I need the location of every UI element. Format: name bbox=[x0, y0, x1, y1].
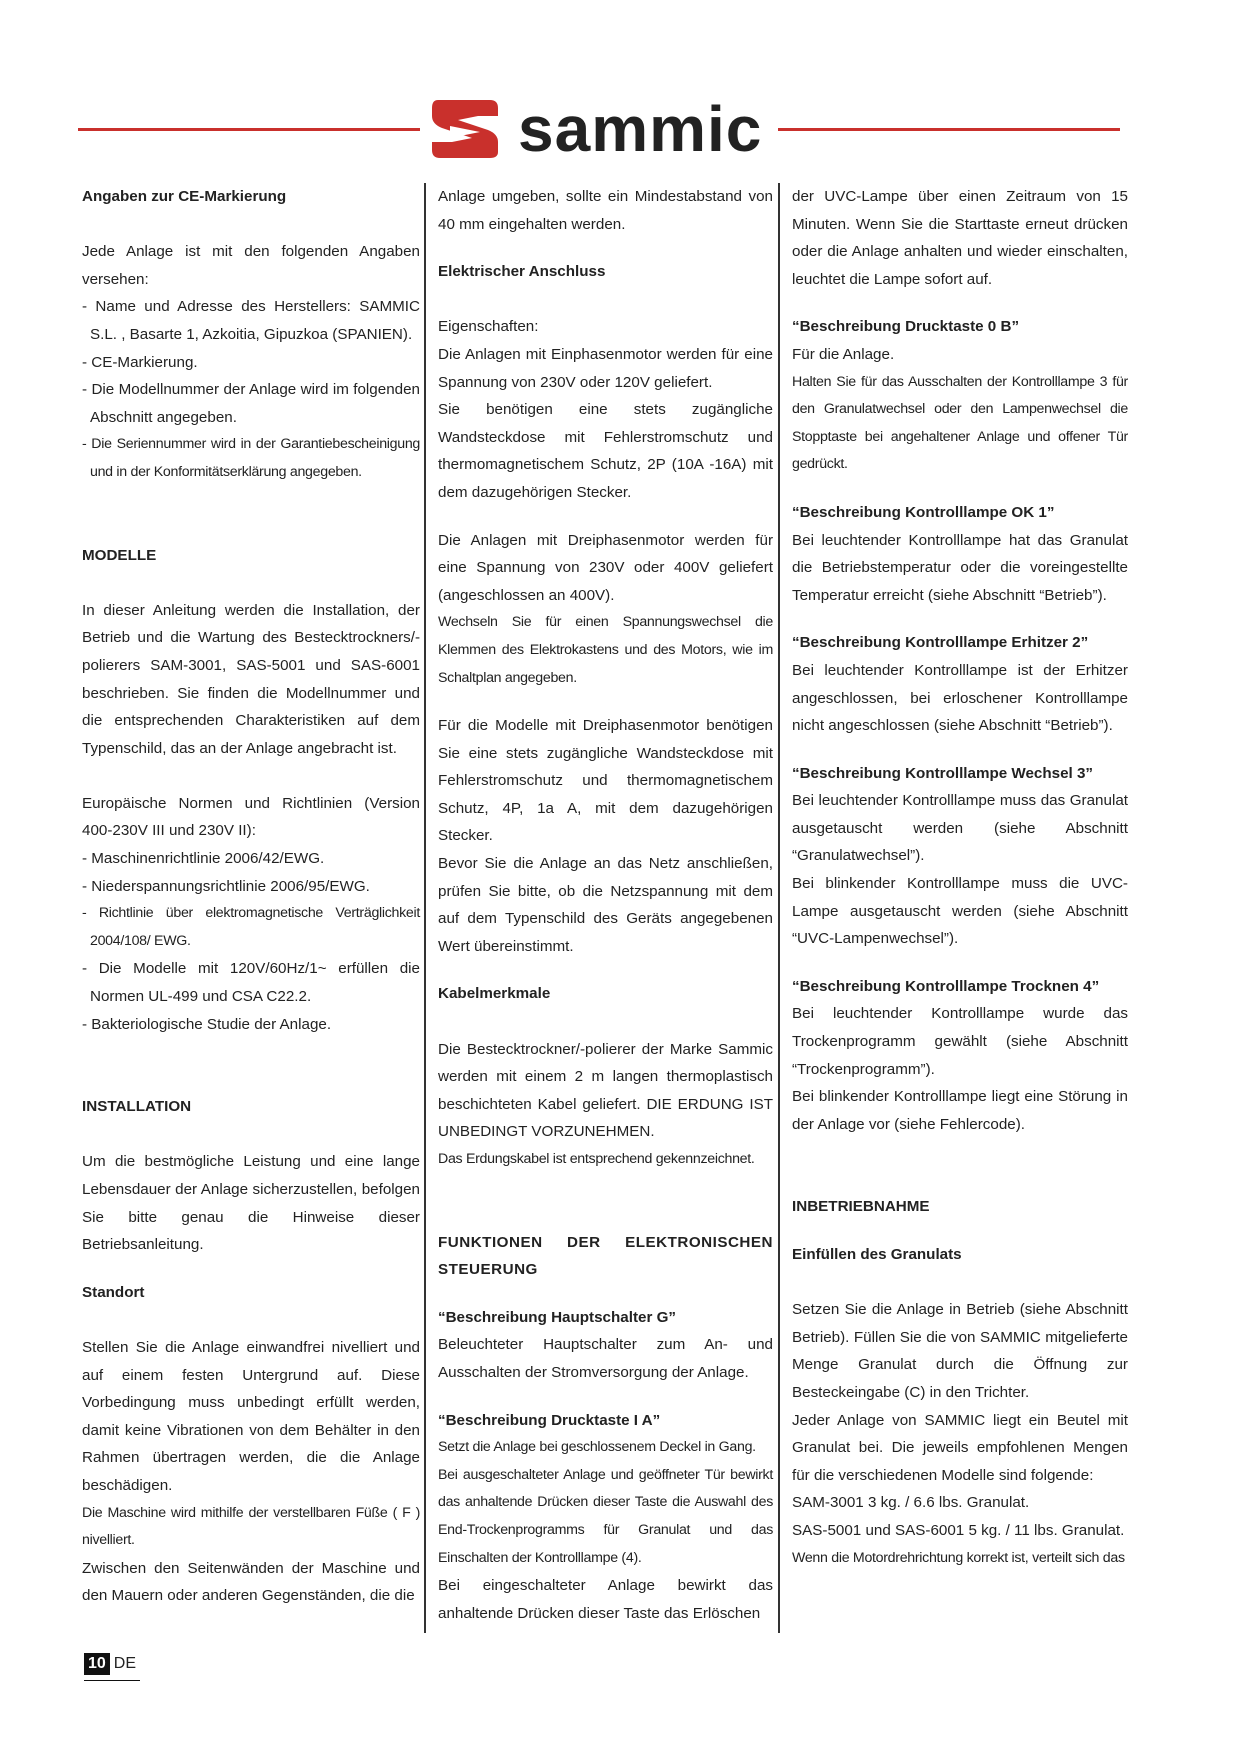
heading-einfuellen: Einfüllen des Granulats bbox=[792, 1246, 962, 1263]
paragraph-mengen-1: SAM-3001 3 kg. / 6.6 lbs. Granulat. bbox=[792, 1494, 1030, 1512]
sammic-logo-icon bbox=[428, 96, 502, 162]
paragraph-trocknen-1: Bei leuchtender Kontrolllampe wurde das Trockenprogramm gewählt (siehe Abschnitt “Trockenprogramm”). bbox=[792, 1005, 1128, 1078]
paragraph-trocknen-2: Bei blinkender Kontrolllampe liegt eine Störung in der Anlage vor (siehe Fehlercode). bbox=[792, 1088, 1128, 1133]
paragraph-dreiphasen-3: Für die Modelle mit Dreiphasenmotor benötigen Sie eine stets zugängliche Wandsteckdose mit Fehlerstromschutz und thermomagnetischem Schutz, 4P, 1a A, mit dem dazugehörigen Stecker. bbox=[438, 717, 773, 845]
language-code: DE bbox=[113, 1655, 137, 1672]
ce-item: - Name und Adresse des Herstellers: SAMMIC S.L. , Basarte 1, Azkoitia, Gipuzkoa (SPANIEN). bbox=[82, 298, 420, 343]
paragraph-standort-2: Die Maschine wird mithilfe der verstellbaren Füße ( F ) nivelliert. bbox=[82, 1504, 420, 1549]
heading-kontrolllampe-ok: “Beschreibung Kontrolllampe OK 1” bbox=[792, 503, 1055, 521]
footer-rule bbox=[84, 1680, 140, 1681]
paragraph-drucktaste-i-1: Setzt die Anlage bei geschlossenem Deckel in Gang. bbox=[438, 1439, 756, 1456]
heading-inbetriebnahme: INBETRIEBNAHME bbox=[792, 1198, 930, 1216]
heading-installation: INSTALLATION bbox=[82, 1098, 192, 1116]
paragraph-normen: Europäische Normen und Richtlinien (Version 400-230V III und 230V II): bbox=[82, 794, 420, 840]
normen-item: - Maschinenrichtlinie 2006/42/EWG. bbox=[82, 850, 325, 868]
paragraph-kabel-2: Das Erdungskabel ist entsprechend gekennzeichnet. bbox=[438, 1151, 755, 1167]
ce-item: - Die Modellnummer der Anlage wird im folgenden Abschnitt angegeben. bbox=[82, 381, 420, 426]
paragraph-motor: Wenn die Motordrehrichtung korrekt ist, verteilt sich das bbox=[792, 1549, 1125, 1566]
page-number: 10 bbox=[84, 1653, 110, 1675]
ce-item: - CE-Markierung. bbox=[82, 353, 198, 371]
paragraph-uvc: der UVC-Lampe über einen Zeitraum von 15 Minuten. Wenn Sie die Starttaste erneut drücken oder die Anlage anhalten und wieder einschalten, leuchtet die Lampe sofort auf. bbox=[792, 188, 1128, 288]
sammic-logo-text: sammic bbox=[518, 93, 763, 165]
heading-modelle: MODELLE bbox=[82, 546, 157, 564]
paragraph-modelle: In dieser Anleitung werden die Installation, der Betrieb und die Wartung des Bestecktrockners/-polierers SAM-3001, SAS-5001 und SAS-6001 beschrieben. Sie finden die Modellnummer und die entsprechenden Charakteristiken auf dem Typenschild, das an der Anlage angebracht ist. bbox=[82, 601, 420, 757]
paragraph-abstand: Anlage umgeben, sollte ein Mindestabstand von 40 mm eingehalten werden. bbox=[438, 188, 773, 233]
paragraph-mengen-2: SAS-5001 und SAS-6001 5 kg. / 11 lbs. Granulat. bbox=[792, 1521, 1125, 1539]
header-rule-right bbox=[778, 128, 1120, 131]
heading-funktionen: FUNKTIONEN DER ELEKTRONISCHEN STEUERUNG bbox=[438, 1233, 773, 1279]
paragraph-netz: Bevor Sie die Anlage an das Netz anschließen, prüfen Sie bitte, ob die Netzspannung mit dem auf dem Typenschild des Geräts angegebenen Wert übereinstimmt. bbox=[438, 855, 773, 955]
paragraph-kontrolllampe-erhitzer: Bei leuchtender Kontrolllampe ist der Erhitzer angeschlossen, bei erloschener Kontrolllampe nicht angeschlossen (siehe Abschnitt “Betrieb”). bbox=[792, 661, 1128, 735]
paragraph-standort-3: Zwischen den Seitenwänden der Maschine und den Mauern oder anderen Gegenständen, die die bbox=[82, 1559, 420, 1605]
paragraph-drucktaste-0-2: Halten Sie für das Ausschalten der Kontrolllampe 3 für den Granulatwechsel oder den Lampenwechsel die Stopptaste bei angehaltener Anlage und offener Tür gedrückt. bbox=[792, 373, 1128, 473]
paragraph-dreiphasen-1: Die Anlagen mit Dreiphasenmotor werden für eine Spannung von 230V oder 400V geliefert (angeschlossen an 400V). bbox=[438, 531, 773, 604]
paragraph-drucktaste-i-2: Bei ausgeschalteter Anlage und geöffneter Tür bewirkt das anhaltende Drücken dieser Taste die Auswahl des End-Trockenprogramms für Granulat und das Einschalten der Kontrolllampe (4). bbox=[438, 1466, 773, 1566]
paragraph-drucktaste-0-1: Für die Anlage. bbox=[792, 345, 895, 363]
heading-kontrolllampe-trocknen: “Beschreibung Kontrolllampe Trocknen 4” bbox=[792, 977, 1100, 995]
paragraph-installation: Um die bestmögliche Leistung und eine lange Lebensdauer der Anlage sicherzustellen, befolgen Sie bitte genau die Hinweise dieser Betriebsanleitung. bbox=[82, 1153, 420, 1254]
heading-drucktaste-0: “Beschreibung Drucktaste 0 B” bbox=[792, 318, 1020, 336]
paragraph-standort-1: Stellen Sie die Anlage einwandfrei nivelliert und auf einem festen Untergrund auf. Diese Vorbedingung muss unbedingt erfüllt werden, damit keine Vibrationen von dem Behälter in den Rahmen übertragen werden, die die Anlage beschädigen. bbox=[82, 1338, 420, 1494]
normen-item: - Die Modelle mit 120V/60Hz/1~ erfüllen die Normen UL-499 und CSA C22.2. bbox=[82, 960, 420, 1006]
normen-item: - Bakteriologische Studie der Anlage. bbox=[82, 1015, 332, 1033]
paragraph-steckdose: Sie benötigen eine stets zugängliche Wandsteckdose mit Fehlerstromschutz und thermomagnetischem Schutz, 2P (10A -16A) mit dem dazugehörigen Stecker. bbox=[438, 401, 773, 501]
paragraph-wechsel-2: Bei blinkender Kontrolllampe muss die UVC-Lampe ausgetauscht werden (siehe Abschnitt “UVC-Lampenwechsel”). bbox=[792, 875, 1128, 948]
paragraph-dreiphasen-2: Wechseln Sie für einen Spannungswechsel die Klemmen des Elektrokastens und des Motors, wie im Schaltplan angegeben. bbox=[438, 614, 773, 686]
heading-kabelmerkmale: Kabelmerkmale bbox=[438, 985, 551, 1003]
heading-ce-markierung: Angaben zur CE-Markierung bbox=[82, 188, 287, 205]
paragraph-eigenschaften: Eigenschaften: bbox=[438, 318, 539, 336]
heading-kontrolllampe-erhitzer: “Beschreibung Kontrolllampe Erhitzer 2” bbox=[792, 634, 1089, 652]
heading-elektrischer-anschluss: Elektrischer Anschluss bbox=[438, 263, 606, 281]
paragraph-kontrolllampe-ok: Bei leuchtender Kontrolllampe hat das Granulat die Betriebstemperatur oder die voreingestellte Temperatur erreicht (siehe Abschnitt “Betrieb”). bbox=[792, 531, 1128, 604]
paragraph-wechsel-1: Bei leuchtender Kontrolllampe muss das Granulat ausgetauscht werden (siehe Abschnitt “Granulatwechsel”). bbox=[792, 792, 1128, 865]
paragraph-kabel-1: Die Bestecktrockner/-polierer der Marke Sammic werden mit einem 2 m langen thermoplastisch beschichteten Kabel geliefert. DIE ERDUNG IST UNBEDINGT VORZUNEHMEN. bbox=[438, 1040, 773, 1141]
heading-standort: Standort bbox=[82, 1283, 145, 1301]
paragraph-ce: Jede Anlage ist mit den folgenden Angaben versehen: bbox=[82, 243, 420, 288]
paragraph-hauptschalter: Beleuchteter Hauptschalter zum An- und Ausschalten der Stromversorgung der Anlage. bbox=[438, 1336, 773, 1381]
paragraph-einphasen: Die Anlagen mit Einphasenmotor werden für eine Spannung von 230V oder 120V geliefert. bbox=[438, 345, 773, 391]
paragraph-drucktaste-i-3: Bei eingeschalteter Anlage bewirkt das anhaltende Drücken dieser Taste das Erlöschen bbox=[438, 1577, 773, 1622]
normen-item: - Richtlinie über elektromagnetische Verträglichkeit 2004/108/ EWG. bbox=[82, 905, 420, 949]
sammic-logo bbox=[428, 94, 768, 164]
paragraph-einfuellen-1: Setzen Sie die Anlage in Betrieb (siehe Abschnitt Betrieb). Füllen Sie die von SAMMIC mitgelieferte Menge Granulat durch die Öffnung zur Besteckeingabe (C) in den Trichter. bbox=[792, 1301, 1128, 1401]
header-rule-left bbox=[78, 128, 420, 131]
column-1 bbox=[82, 183, 420, 1610]
ce-item: - Die Seriennummer wird in der Garantiebescheinigung und in der Konformitätserklärung angegeben. bbox=[82, 436, 420, 480]
heading-kontrolllampe-wechsel: “Beschreibung Kontrolllampe Wechsel 3” bbox=[792, 764, 1094, 782]
column-divider-1 bbox=[424, 183, 426, 1633]
heading-hauptschalter: “Beschreibung Hauptschalter G” bbox=[438, 1308, 676, 1326]
column-divider-2 bbox=[778, 183, 780, 1633]
heading-drucktaste-i: “Beschreibung Drucktaste I A” bbox=[438, 1411, 661, 1429]
page-footer bbox=[84, 1653, 136, 1675]
column-3 bbox=[792, 183, 1128, 1572]
normen-item: - Niederspannungsrichtlinie 2006/95/EWG. bbox=[82, 877, 370, 895]
paragraph-einfuellen-2: Jeder Anlage von SAMMIC liegt ein Beutel mit Granulat bei. Die jeweils empfohlenen Mengen für die verschiedenen Modelle sind folgende: bbox=[792, 1411, 1128, 1484]
column-2 bbox=[438, 183, 773, 1627]
